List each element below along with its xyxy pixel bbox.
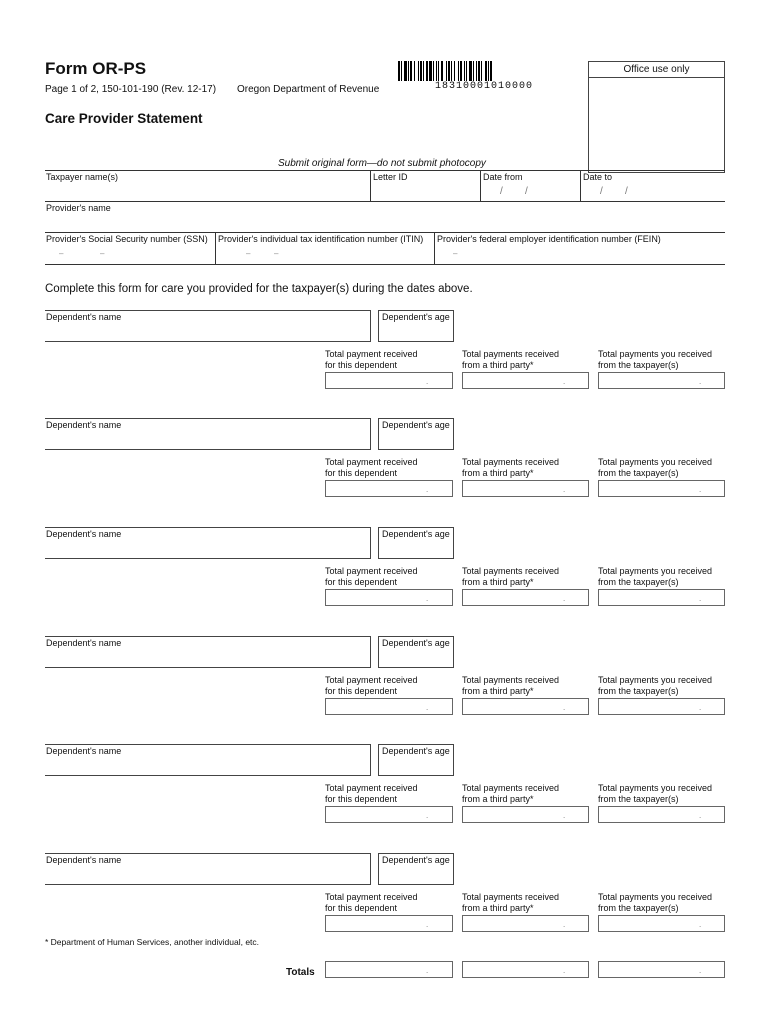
barcode-number: 18310001010000 xyxy=(435,81,534,92)
ssn-field[interactable]: – – xyxy=(59,249,105,258)
instruction-text: Complete this form for care you provided for the taxpayer(s) during the dates above. xyxy=(45,283,473,295)
col2-label: Total payments received from a third party* xyxy=(462,457,560,478)
taxpayer-payment-field-5[interactable]: . xyxy=(598,806,725,823)
dependent-age-label: Dependent's age xyxy=(382,746,450,756)
page-info: Page 1 of 2, 150-101-190 (Rev. 12-17) xyxy=(45,84,217,95)
dependent-name-label: Dependent's name xyxy=(46,312,122,322)
payment-for-dependent-field-4[interactable]: . xyxy=(325,698,453,715)
col1-label: Total payment received for this dependent xyxy=(325,783,418,804)
taxpayer-payment-field-1[interactable]: . xyxy=(598,372,725,389)
payment-for-dependent-field-3[interactable]: . xyxy=(325,589,453,606)
dependent-age-label: Dependent's age xyxy=(382,420,450,430)
col1-label: Total payment received for this dependent xyxy=(325,349,418,370)
col3-label: Total payments you received from the taxpayer(s) xyxy=(598,457,713,478)
dependent-name-label: Dependent's name xyxy=(46,420,122,430)
third-party-payment-field-3[interactable]: . xyxy=(462,589,589,606)
providers-name-label: Provider's name xyxy=(46,203,111,213)
date-from-field[interactable]: / / xyxy=(500,186,528,197)
taxpayer-payment-field-6[interactable]: . xyxy=(598,915,725,932)
itin-label: Provider's individual tax identification number (ITIN) xyxy=(218,234,424,244)
dependent-age-label: Dependent's age xyxy=(382,529,450,539)
letter-id-field[interactable] xyxy=(372,182,479,200)
dependent-name-label: Dependent's name xyxy=(46,746,122,756)
dependent-age-label: Dependent's age xyxy=(382,855,450,865)
taxpayer-payment-field-4[interactable]: . xyxy=(598,698,725,715)
col1-label: Total payment received for this dependent xyxy=(325,457,418,478)
footnote: * Department of Human Services, another individual, etc. xyxy=(45,937,260,947)
providers-name-field[interactable] xyxy=(45,213,725,231)
totals-label: Totals xyxy=(286,967,315,978)
col2-label: Total payments received from a third party* xyxy=(462,892,560,913)
col2-label: Total payments received from a third party* xyxy=(462,566,560,587)
col3-label: Total payments you received from the taxpayer(s) xyxy=(598,892,713,913)
dependent-name-label: Dependent's name xyxy=(46,638,122,648)
payment-for-dependent-field-1[interactable]: . xyxy=(325,372,453,389)
ssn-label: Provider's Social Security number (SSN) xyxy=(46,234,208,244)
itin-field[interactable]: – – xyxy=(246,249,279,258)
col1-label: Total payment received for this dependent xyxy=(325,675,418,696)
col1-label: Total payment received for this dependent xyxy=(325,892,418,913)
agency-name: Oregon Department of Revenue xyxy=(237,84,380,95)
date-to-label: Date to xyxy=(583,172,613,182)
payment-for-dependent-field-5[interactable]: . xyxy=(325,806,453,823)
letter-id-label: Letter ID xyxy=(373,172,408,182)
col1-label: Total payment received for this dependent xyxy=(325,566,418,587)
submit-note: Submit original form—do not submit photocopy xyxy=(278,158,486,169)
form-name: Care Provider Statement xyxy=(45,111,203,126)
col3-label: Total payments you received from the taxpayer(s) xyxy=(598,349,713,370)
total-from-taxpayer-total[interactable]: . xyxy=(598,961,725,978)
fein-field[interactable]: – xyxy=(453,249,458,258)
office-use-label: Office use only xyxy=(623,64,690,75)
third-party-payment-field-6[interactable]: . xyxy=(462,915,589,932)
date-to-field[interactable]: / / xyxy=(600,186,628,197)
payment-for-dependent-field-2[interactable]: . xyxy=(325,480,453,497)
col2-label: Total payments received from a third party* xyxy=(462,349,560,370)
taxpayer-names-label: Taxpayer name(s) xyxy=(46,172,119,182)
taxpayer-names-field[interactable] xyxy=(45,182,369,200)
third-party-payment-field-2[interactable]: . xyxy=(462,480,589,497)
col3-label: Total payments you received from the taxpayer(s) xyxy=(598,566,713,587)
taxpayer-payment-field-2[interactable]: . xyxy=(598,480,725,497)
payment-for-dependent-field-6[interactable]: . xyxy=(325,915,453,932)
col3-label: Total payments you received from the taxpayer(s) xyxy=(598,783,713,804)
third-party-payment-field-5[interactable]: . xyxy=(462,806,589,823)
date-from-label: Date from xyxy=(483,172,523,182)
col2-label: Total payments received from a third party* xyxy=(462,675,560,696)
dependent-name-label: Dependent's name xyxy=(46,529,122,539)
barcode xyxy=(398,61,570,81)
taxpayer-payment-field-3[interactable]: . xyxy=(598,589,725,606)
col2-label: Total payments received from a third party* xyxy=(462,783,560,804)
total-third-party-total[interactable]: . xyxy=(462,961,589,978)
dependent-age-label: Dependent's age xyxy=(382,312,450,322)
total-payment-dependent-total[interactable]: . xyxy=(325,961,453,978)
fein-label: Provider's federal employer identification number (FEIN) xyxy=(437,234,661,244)
dependent-age-label: Dependent's age xyxy=(382,638,450,648)
dependent-name-label: Dependent's name xyxy=(46,855,122,865)
col3-label: Total payments you received from the taxpayer(s) xyxy=(598,675,713,696)
form-title: Form OR-PS xyxy=(45,59,147,78)
third-party-payment-field-1[interactable]: . xyxy=(462,372,589,389)
third-party-payment-field-4[interactable]: . xyxy=(462,698,589,715)
